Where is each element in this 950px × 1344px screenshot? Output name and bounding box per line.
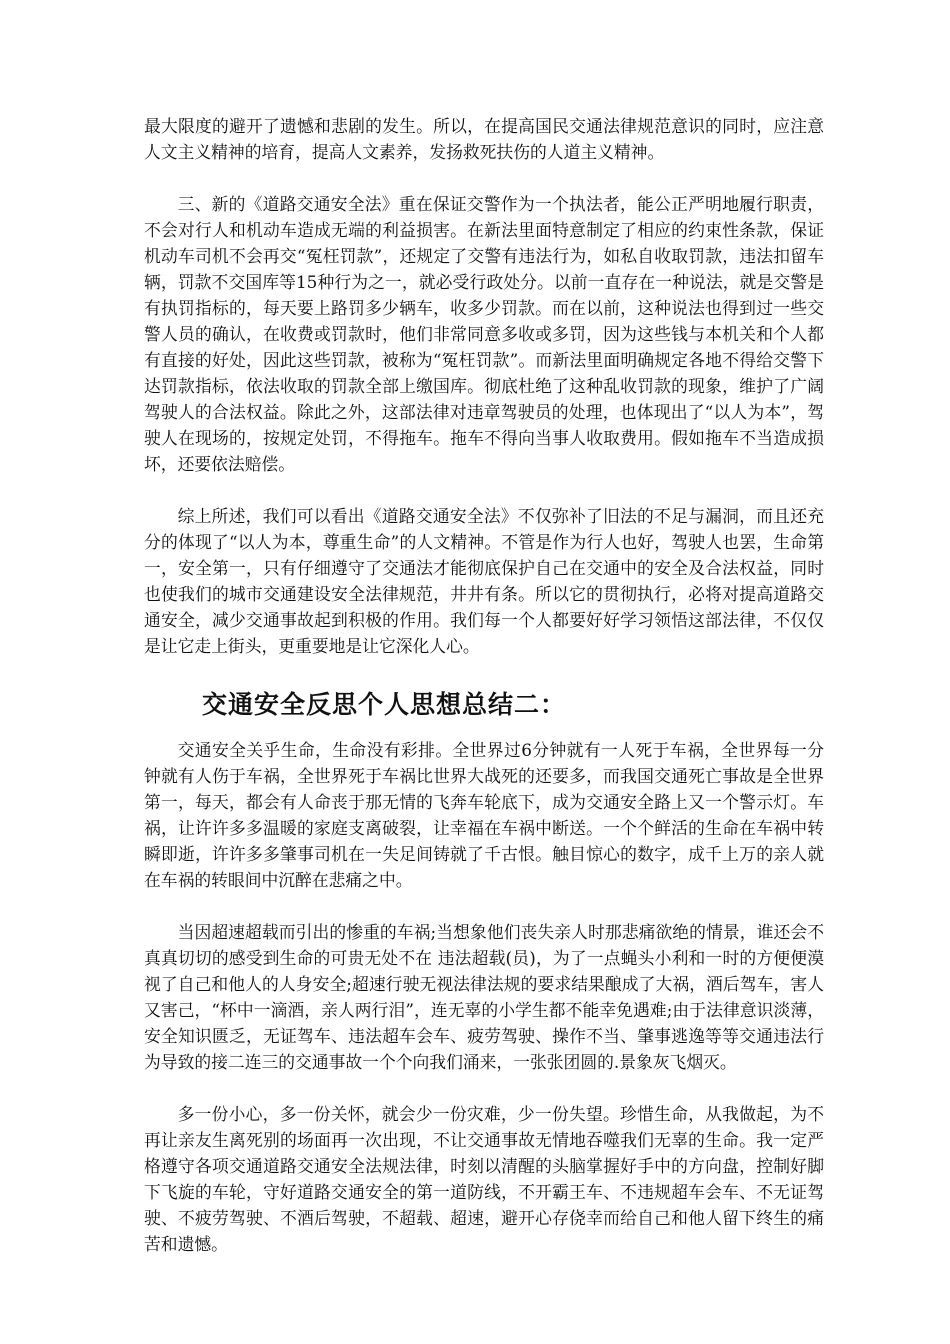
section-heading: 交通安全反思个人思想总结二： [202, 690, 567, 719]
document-body [144, 113, 824, 1257]
paragraph-pledge: 多一份小心，多一份关怀，就会少一份灾难，少一份失望。珍惜生命，从我做起，为不再让亲友生离死别的场面再一次出现，不让交通事故无情地吞噬我们无辜的生命。我一定严格遵守各项交通道路交通安全法规法律，时刻以清醒的头脑掌握好手中的方向盘，控制好脚下飞旋的车轮，守好道路交通安全的第一道防线，不开霸王车、不违规超车会车、不无证驾驶、不疲劳驾驶、不酒后驾驶，不超载、超速，避开心存侥幸而给自己和他人留下终生的痛苦和遗憾。 [144, 1104, 824, 1254]
paragraph-continuation: 最大限度的避开了遗憾和悲剧的发生。所以，在提高国民交通法律规范意识的同时，应注意人文主义精神的培育，提高人文素养，发扬救死扶伤的人道主义精神。 [144, 116, 824, 162]
paragraph-violations: 当因超速超载而引出的惨重的车祸;当想象他们丧失亲人时那悲痛欲绝的情景，谁还会不真真切切的感受到生命的可贵无处不在 违法超载(员)，为了一点蝇头小利和一时的方便便漠视了自己和他人的人身安全;超速行驶无视法律法规的要求结果酿成了大祸，酒后驾车，害人又害己，“杯中一滴酒，亲人两行泪”，连无辜的小学生都不能幸免遇难;由于法律意识淡薄，安全知识匮乏，无证驾车、违法超车会车、疲劳驾驶、操作不当、肇事逃逸等等交通违法行为导致的接二连三的交通事故一个个向我们涌来，一张张团圆的.景象灰飞烟灭。 [144, 922, 824, 1072]
paragraph-section-three: 三、新的《道路交通安全法》重在保证交警作为一个执法者，能公正严明地履行职责，不会对行人和机动车造成无端的利益损害。在新法里面特意制定了相应的约束性条款，保证机动车司机不会再交“冤枉罚款”，还规定了交警有违法行为，如私自收取罚款，违法扣留车辆，罚款不交国库等15种行为之一，就必受行政处分。以前一直存在一种说法，就是交警是有执罚指标的，每天要上路罚多少辆车，收多少罚款。而在以前，这种说法也得到过一些交警人员的确认，在收费或罚款时，他们非常同意多收或多罚，因为这些钱与本机关和个人都有直接的好处，因此这些罚款，被称为“冤枉罚款”。而新法里面明确规定各地不得给交警下达罚款指标，依法收取的罚款全部上缴国库。彻底杜绝了这种乱收罚款的现象，维护了广阔驾驶人的合法权益。除此之外，这部法律对违章驾驶员的处理，也体现出了“以人为本”，驾驶人在现场的，按规定处罚，不得拖车。拖车不得向当事人收取费用。假如拖车不当造成损坏，还要依法赔偿。 [144, 194, 824, 474]
paragraph-conclusion: 综上所述，我们可以看出《道路交通安全法》不仅弥补了旧法的不足与漏洞，而且还充分的体现了“以人为本，尊重生命”的人文精神。不管是作为行人也好，驾驶人也罢，生命第一，安全第一，只有仔细遵守了交通法才能彻底保护自己在交通中的安全及合法权益，同时也使我们的城市交通建设安全法律规范，井井有条。所以它的贯彻执行，必将对提高道路交通安全，减少交通事故起到积极的作用。我们每一个人都要好好学习领悟这部法律，不仅仅是让它走上街头，更重要地是让它深化人心。 [144, 506, 824, 656]
paragraph-intro: 交通安全关乎生命，生命没有彩排。全世界过6分钟就有一人死于车祸，全世界每一分钟就有人伤于车祸，全世界死于车祸比世界大战死的还要多，而我国交通死亡事故是全世界第一，每天，都会有人命丧于那无情的飞奔车轮底下，成为交通安全路上又一个警示灯。车祸，让许许多多温暖的家庭支离破裂，让幸福在车祸中断送。一个个鲜活的生命在车祸中转瞬即逝，许许多多肇事司机在一失足间铸就了千古恨。触目惊心的数字，成千上万的亲人就在车祸的转眼间中沉醉在悲痛之中。 [144, 740, 824, 890]
